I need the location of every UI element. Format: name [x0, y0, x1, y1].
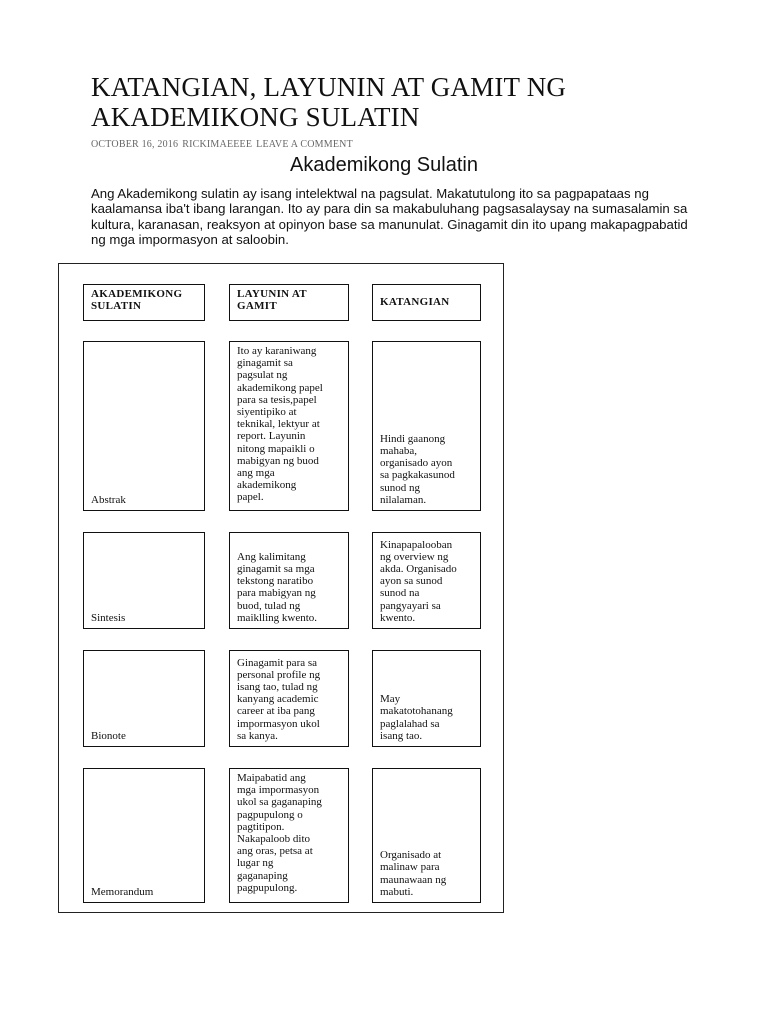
row-bionote-layunin: Ginagamit para sa personal profile ng isang tao, tulad ng kanyang academic career at iba pang impormasyon ukol sa kanya.	[229, 650, 349, 747]
row-bionote-katangian: May makatotohanang paglalahad sa isang tao.	[372, 650, 481, 747]
row-memorandum-layunin: Maipabatid ang mga impormasyon ukol sa gaganaping pagpupulong o pagtitipon. Nakapaloob dito ang oras, petsa at lugar ng gaganaping pagpupulong.	[229, 768, 349, 903]
header-layunin-at-gamit: LAYUNIN AT GAMIT	[229, 284, 349, 321]
post-date[interactable]: OCTOBER 16, 2016	[91, 139, 179, 150]
page-title: KATANGIAN, LAYUNIN AT GAMIT NG AKADEMIKONG SULATIN	[91, 72, 567, 132]
post-meta	[91, 139, 357, 150]
row-memorandum-katangian: Organisado at malinaw para maunawaan ng mabuti.	[372, 768, 481, 903]
row-memorandum-name: Memorandum	[83, 768, 205, 903]
row-sintesis-layunin: Ang kalimitang ginagamit sa mga tekstong naratibo para mabigyan ng buod, tulad ng maiklling kwento.	[229, 532, 349, 629]
intro-paragraph: Ang Akademikong sulatin ay isang intelektwal na pagsulat. Makatutulong ito sa pagpapataas ng kaalamansa iba't ibang larangan. Ito ay para din sa makabuluhang pagsasalaysay na sumasalamin sa kultura, karanasan, reaksyon at opinyon base sa manunulat. Ginagamit din ito upang makapagpabatid ng mga impormasyon at saloobin.	[91, 186, 688, 248]
row-abstrak-katangian: Hindi gaanong mahaba, organisado ayon sa pagkakasunod sunod ng nilalaman.	[372, 341, 481, 511]
row-abstrak-name: Abstrak	[83, 341, 205, 511]
row-sintesis-name: Sintesis	[83, 532, 205, 629]
row-bionote-name: Bionote	[83, 650, 205, 747]
section-heading: Akademikong Sulatin	[290, 154, 478, 176]
header-akademikong-sulatin: AKADEMIKONG SULATIN	[83, 284, 205, 321]
leave-comment-link[interactable]: LEAVE A COMMENT	[256, 139, 353, 150]
row-abstrak-layunin: Ito ay karaniwang ginagamit sa pagsulat ng akademikong papel para sa tesis,papel siyentipiko at teknikal, lektyur at report. Layunin nitong mapaikli o mabigyan ng buod ang mga akademikong papel.	[229, 341, 349, 511]
post-author[interactable]: RICKIMAEEEE	[182, 139, 253, 150]
row-sintesis-katangian: Kinapapalooban ng overview ng akda. Organisado ayon sa sunod sunod na pangyayari sa kwento.	[372, 532, 481, 629]
header-katangian: KATANGIAN	[372, 284, 481, 321]
